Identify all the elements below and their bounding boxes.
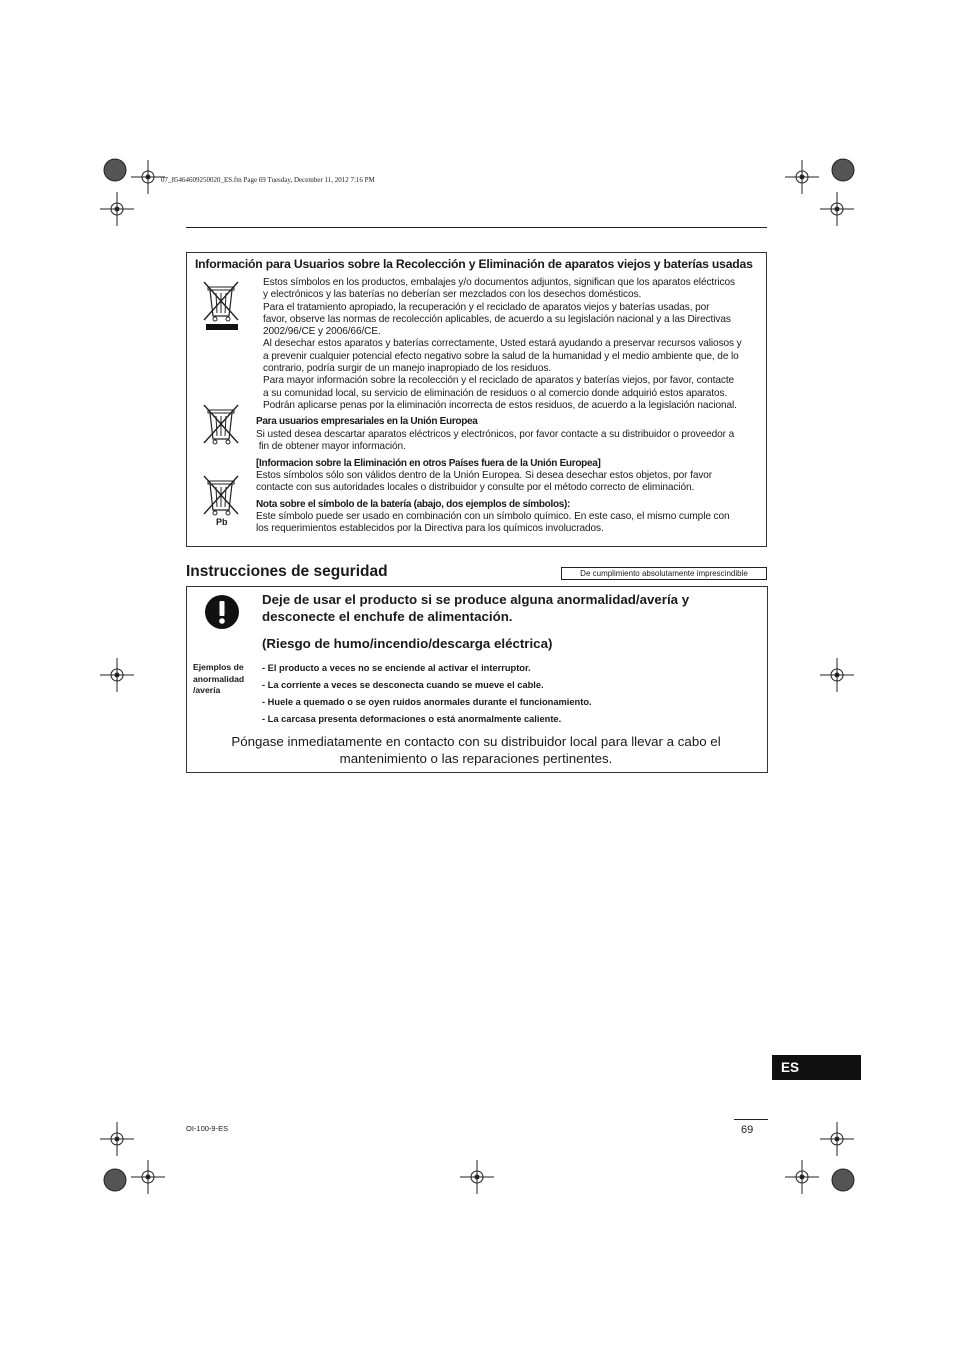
crossed-bin-with-bar-icon (198, 278, 244, 334)
text-line: favor, observe las normas de recolección aplicables, de acuerdo a su legislación nacional y a las Directivas (263, 313, 731, 325)
text-line: Al desechar estos aparatos y baterías correctamente, Usted estará ayudando a preservar recursos valiosos y (263, 338, 742, 350)
business-users-title: Para usuarios empresariales en la Unión Europea (256, 416, 478, 427)
text-line: anormalidad (193, 673, 245, 684)
text-line: y electrónicos y las baterías no deberían ser mezclados con los desechos domésticos. (263, 289, 642, 301)
battery-note-paragraph (256, 511, 756, 536)
example-item: - Huele a quemado o se oyen ruidos anormales durante el funcionamiento. (262, 697, 592, 707)
text-line: los requerimientos establecidos por la Directiva para los químicos involucrados. (256, 523, 604, 535)
text-line: Podrán aplicarse penas por la eliminación incorrecta de estos residuos, de acuerdo a la legislación nacional. (263, 399, 737, 411)
text-line: fin de obtener mayor información. (256, 441, 406, 453)
mandatory-badge: De cumplimiento absolutamente imprescindible (561, 567, 767, 580)
text-line: contacte con sus autoridades locales o distribuidor y consulte por el método correcto de eliminación. (256, 482, 695, 494)
pb-label: Pb (216, 517, 228, 527)
text-line: a prevenir cualquier potencial efecto negativo sobre la salud de la humanidad y el medio ambiente que, de lo (263, 350, 739, 362)
text-line: Si usted desea descartar aparatos eléctricos y electrónicos, por favor contacte a su distribuidor o proveedor a (256, 429, 735, 440)
top-rule (186, 227, 767, 228)
safety-title: Instrucciones de seguridad (186, 563, 388, 580)
page-number-rule (734, 1119, 768, 1120)
crosshair-icon (820, 658, 854, 692)
language-tab (772, 1055, 861, 1080)
registration-disc-icon (828, 155, 858, 185)
language-tab-label: ES (781, 1060, 800, 1075)
text-line: Este símbolo puede ser usado en combinación con un símbolo químico. En este caso, el mismo cumple con (256, 511, 730, 522)
page-number: 69 (741, 1124, 754, 1136)
example-item: - La carcasa presenta deformaciones o está anormalmente caliente. (262, 714, 562, 724)
text-line: desconecte el enchufe de alimentación. (262, 609, 513, 624)
crosshair-icon (100, 1122, 134, 1156)
text-line: Estos símbolos sólo son válidos dentro de la Unión Europea. Si desea desechar estos objetos, por favor (256, 470, 713, 481)
warning-heading (262, 591, 742, 625)
disposal-info-title: Información para Usuarios sobre la Recolección y Eliminación de aparatos viejos y baterías usadas (195, 257, 753, 271)
crosshair-icon (820, 1122, 854, 1156)
example-item: - El producto a veces no se enciende al activar el interruptor. (262, 663, 531, 673)
text-line: Ejemplos de (193, 662, 244, 672)
crosshair-icon (100, 192, 134, 226)
text-line: Para mayor información sobre la recolección y el reciclado de aparatos y baterías viejos, por favor, contacte (263, 375, 735, 387)
crosshair-icon (131, 160, 165, 194)
crosshair-icon (785, 160, 819, 194)
text-line: Estos símbolos en los productos, embalajes y/o documentos adjuntos, significan que los aparatos eléctricos (263, 277, 735, 288)
risk-text: (Riesgo de humo/incendio/descarga eléctrica) (262, 636, 553, 651)
crosshair-icon (100, 658, 134, 692)
document-code: OI-100-9-ES (186, 1124, 229, 1133)
crosshair-icon (460, 1160, 494, 1194)
registration-disc-icon (100, 155, 130, 185)
text-line: 2002/96/CE y 2006/66/CE. (263, 326, 381, 338)
crosshair-icon (785, 1160, 819, 1194)
file-info: 07_85464609250020_ES.fm Page 69 Tuesday, December 11, 2012 7:16 PM (161, 176, 375, 184)
examples-label (193, 662, 244, 697)
text-line: /avería (193, 685, 221, 695)
crossed-bin-pb-icon (198, 472, 244, 520)
example-item: - La corriente a veces se desconecta cuando se mueve el cable. (262, 680, 544, 690)
crosshair-icon (820, 192, 854, 226)
battery-note-title: Nota sobre el símbolo de la batería (abajo, dos ejemplos de símbolos): (256, 499, 571, 510)
exclamation-icon (204, 594, 240, 630)
disposal-paragraph (263, 277, 758, 412)
business-users-paragraph (256, 429, 756, 454)
registration-disc-icon (828, 1165, 858, 1195)
crosshair-icon (131, 1160, 165, 1194)
text-line: contrario, podría surgir de un manejo inapropiado de los residuos. (263, 363, 551, 375)
contact-instruction: Póngase inmediatamente en contacto con su distribuidor local para llevar a cabo el mantenimiento o las reparaciones pertinentes. (231, 734, 721, 766)
outside-eu-title: [Informacion sobre la Eliminación en otros Países fuera de la Unión Europea] (256, 458, 601, 469)
text-line: Deje de usar el producto si se produce alguna anormalidad/avería y (262, 592, 690, 607)
text-line: Para el tratamiento apropiado, la recuperación y el reciclado de aparatos viejos y baterías usadas, por (263, 301, 710, 313)
crossed-bin-icon (198, 401, 244, 449)
outside-eu-paragraph (256, 470, 756, 495)
text-line: a su comunidad local, su servicio de eliminación de residuos o al comercio donde adquirió estos aparatos. (263, 387, 728, 399)
registration-disc-icon (100, 1165, 130, 1195)
